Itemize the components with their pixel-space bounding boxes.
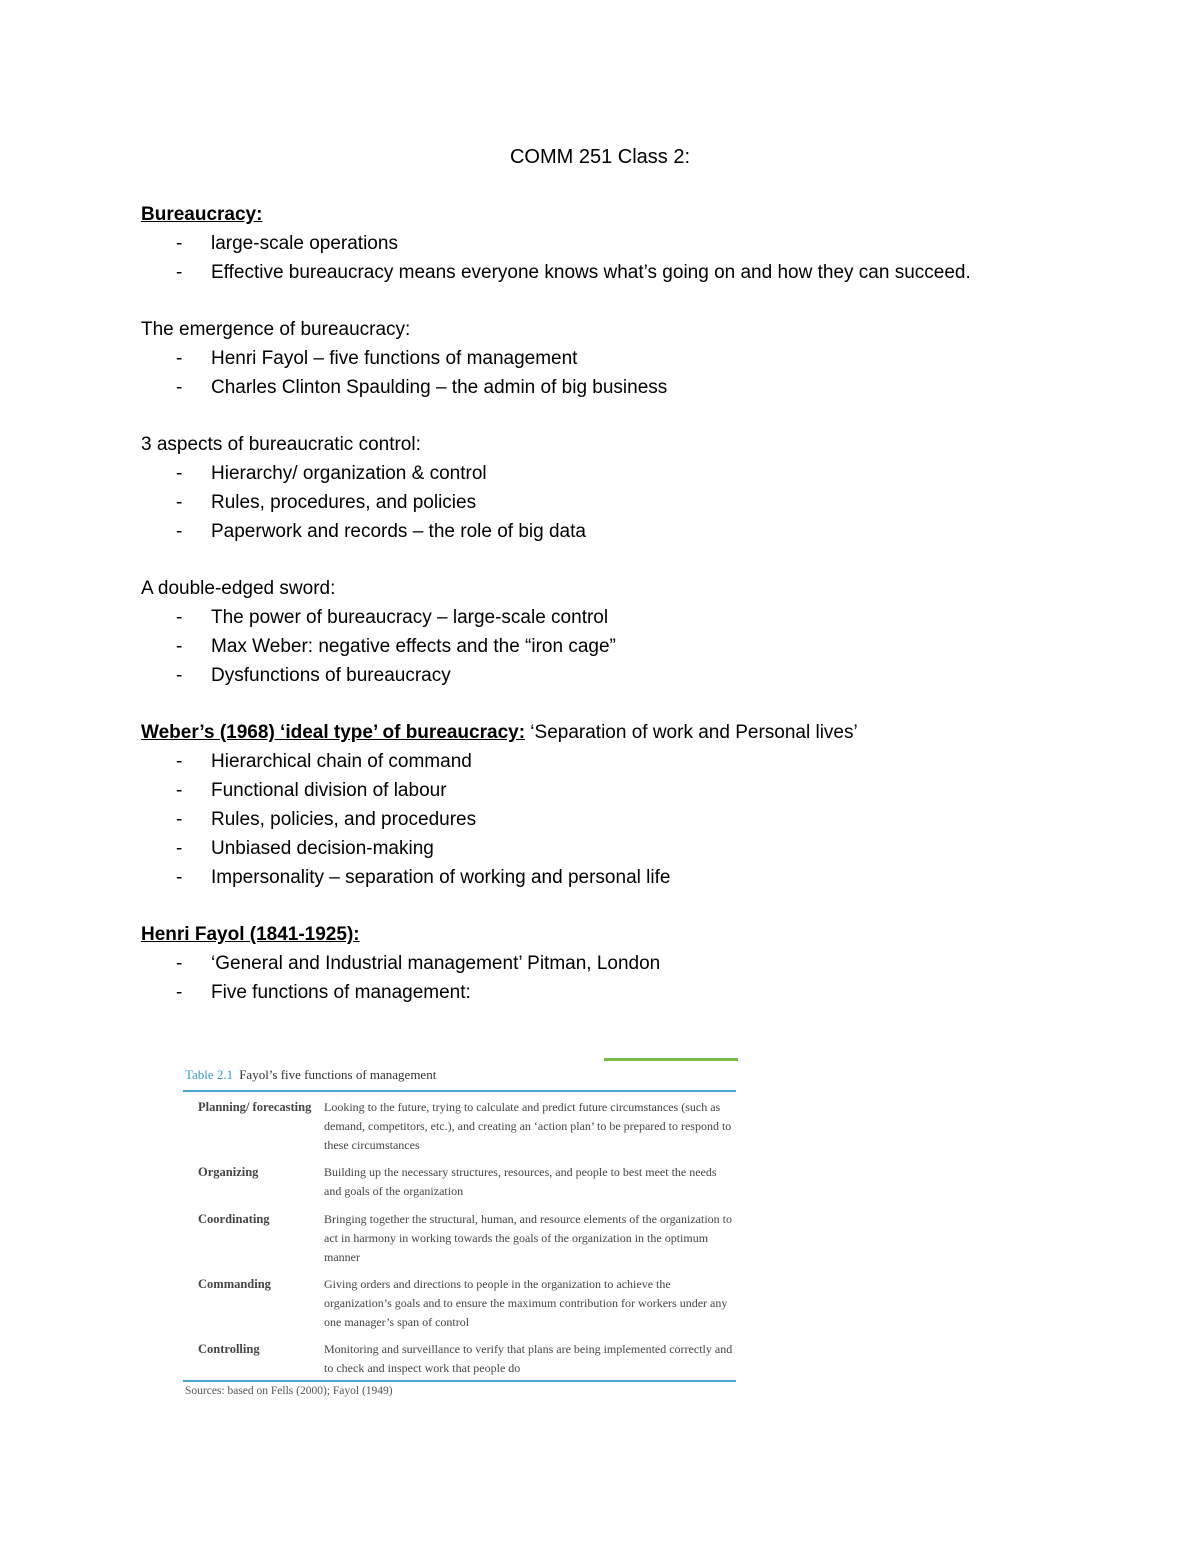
dash-bullet: -: [176, 492, 183, 513]
list-item: - Hierarchical chain of command: [141, 747, 1021, 776]
list-item: - Max Weber: negative effects and the “iron cage”: [141, 632, 1021, 661]
table-definition: Bringing together the structural, human, and resource elements of the organization to act in harmony in working towards the goals of the organization in the optimum manner: [324, 1212, 732, 1264]
list-item: - Henri Fayol – five functions of management: [141, 344, 1021, 373]
list-item: - Rules, procedures, and policies: [141, 488, 1021, 517]
section-heading: 3 aspects of bureaucratic control:: [141, 434, 421, 455]
list-item: - Impersonality – separation of working and personal life: [141, 863, 1021, 892]
dash-bullet: -: [176, 377, 183, 398]
page-title: COMM 251 Class 2:: [509, 146, 691, 168]
dash-bullet: -: [176, 262, 183, 283]
table-term: Planning/ forecasting: [198, 1100, 312, 1114]
list-item: - Charles Clinton Spaulding – the admin of big business: [141, 373, 1021, 402]
table-term: Controlling: [198, 1342, 260, 1356]
list-item: - Paperwork and records – the role of big data: [141, 517, 1021, 546]
list-item: - Dysfunctions of bureaucracy: [141, 661, 1021, 690]
dash-bullet: -: [176, 838, 183, 859]
section-henri-fayol: [141, 920, 1021, 1007]
bullet-list: [141, 229, 1021, 287]
section-heading: Henri Fayol (1841-1925):: [141, 924, 360, 945]
bullet-list: [141, 747, 1021, 892]
list-item: - Unbiased decision-making: [141, 834, 1021, 863]
dash-bullet: -: [176, 780, 183, 801]
table-term: Commanding: [198, 1277, 271, 1291]
list-item: - Rules, policies, and procedures: [141, 805, 1021, 834]
list-item: - large-scale operations: [141, 229, 1021, 258]
section-bureaucracy: [141, 200, 1021, 287]
dash-bullet: -: [176, 982, 183, 1003]
list-item: - Effective bureaucracy means everyone knows what’s going on and how they can succeed.: [141, 258, 1021, 287]
bullet-list: [141, 459, 1021, 546]
section-weber-ideal-type: [141, 718, 1021, 892]
decorative-rule: [604, 1058, 738, 1061]
table-source: Sources: based on Fells (2000); Fayol (1949): [185, 1385, 393, 1397]
section-bureaucratic-control: [141, 430, 1021, 546]
section-emergence: [141, 315, 1021, 402]
dash-bullet: -: [176, 521, 183, 542]
table-top-rule: [183, 1090, 736, 1092]
bullet-list: [141, 344, 1021, 402]
dash-bullet: -: [176, 233, 183, 254]
table-definition: Giving orders and directions to people in the organization to achieve the organization’s goals and to ensure the maximum contribution for workers under any one manager’s span of control: [324, 1277, 728, 1329]
table-caption: Table 2.1 Fayol’s five functions of management: [185, 1067, 437, 1082]
table-term: Organizing: [198, 1165, 259, 1179]
bullet-list: [141, 603, 1021, 690]
dash-bullet: -: [176, 463, 183, 484]
bullet-list: [141, 949, 1021, 1007]
table-definition: Building up the necessary structures, resources, and people to best meet the needs and goals of the organization: [324, 1165, 717, 1198]
section-heading: The emergence of bureaucracy:: [141, 319, 411, 340]
list-item: - Hierarchy/ organization & control: [141, 459, 1021, 488]
dash-bullet: -: [176, 636, 183, 657]
table-bottom-rule: [183, 1380, 736, 1382]
dash-bullet: -: [176, 867, 183, 888]
dash-bullet: -: [176, 607, 183, 628]
table-definition: Monitoring and surveillance to verify that plans are being implemented correctly and to check and inspect work that people do: [324, 1342, 733, 1375]
table-term: Coordinating: [198, 1212, 270, 1226]
dash-bullet: -: [176, 751, 183, 772]
list-item: - Functional division of labour: [141, 776, 1021, 805]
dash-bullet: -: [176, 953, 183, 974]
section-heading: Weber’s (1968) ‘ideal type’ of bureaucracy: ‘Separation of work and Personal lives’: [141, 722, 858, 743]
section-double-edged-sword: [141, 574, 1021, 690]
dash-bullet: -: [176, 348, 183, 369]
list-item: - The power of bureaucracy – large-scale control: [141, 603, 1021, 632]
section-heading: A double-edged sword:: [141, 578, 336, 599]
dash-bullet: -: [176, 809, 183, 830]
list-item: - ‘General and Industrial management’ Pitman, London: [141, 949, 1021, 978]
dash-bullet: -: [176, 665, 183, 686]
notes-body: [141, 200, 1021, 1007]
table-definition: Looking to the future, trying to calculate and predict future circumstances (such as demand, competitors, etc.), and creating an ‘action plan’ to be prepared to respond to these circumstances: [324, 1100, 732, 1152]
list-item: - Five functions of management:: [141, 978, 1021, 1007]
section-heading: Bureaucracy:: [141, 204, 263, 225]
fayol-table-figure: [183, 1052, 739, 1404]
